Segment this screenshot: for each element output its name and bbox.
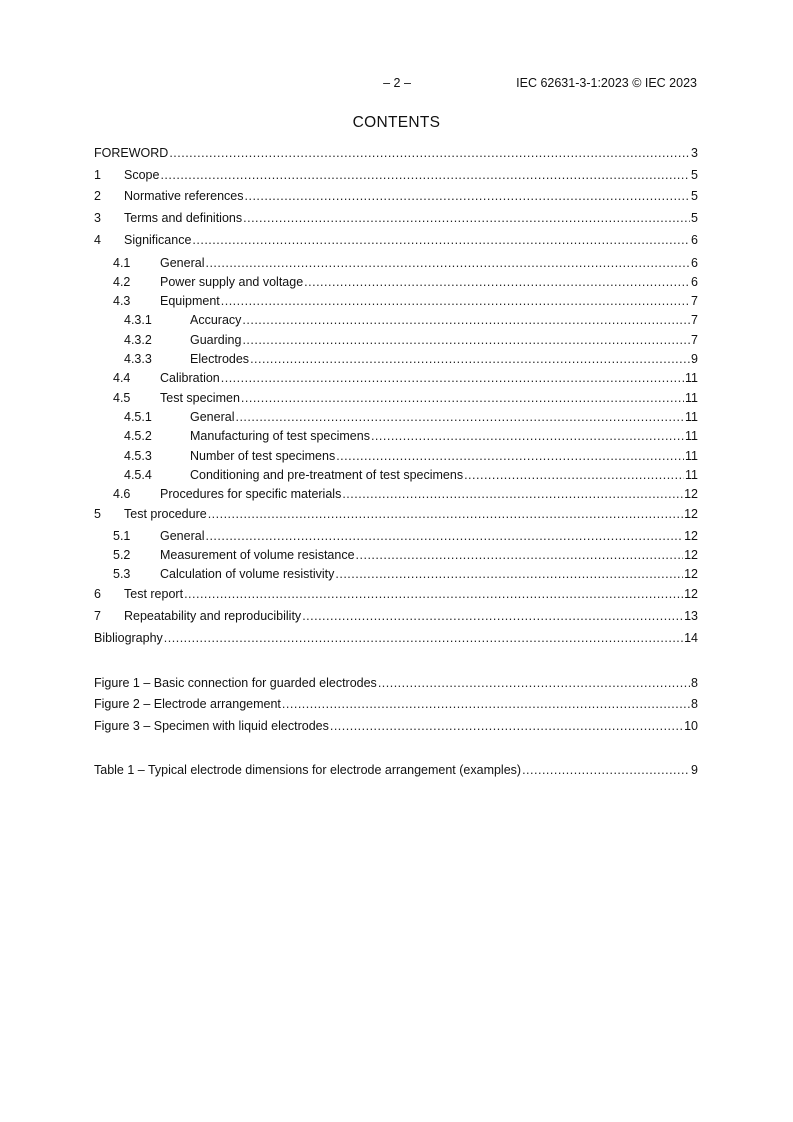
- toc-number: 6: [94, 587, 101, 601]
- toc-label: Power supply and voltage: [160, 275, 304, 289]
- toc-entry[interactable]: [94, 548, 698, 564]
- toc-entry[interactable]: [94, 449, 698, 465]
- leader-dots: [205, 256, 690, 270]
- toc-label: Significance: [124, 233, 192, 247]
- leader-dots: [302, 609, 683, 623]
- toc-number: 1: [94, 168, 101, 182]
- toc-label: Test report: [124, 587, 184, 601]
- toc-page: 14: [684, 631, 698, 645]
- toc-label: Calculation of volume resistivity: [160, 567, 335, 581]
- toc-page: 12: [684, 567, 698, 581]
- leader-dots: [250, 352, 690, 366]
- leader-dots: [330, 719, 683, 733]
- leader-dots: [184, 587, 683, 601]
- toc-entry-foreword[interactable]: [94, 146, 698, 162]
- toc-entry[interactable]: [94, 529, 698, 545]
- toc-label: General: [190, 410, 235, 424]
- toc-page: 12: [684, 529, 698, 543]
- toc-number: 4.3: [113, 294, 131, 308]
- toc-label: Measurement of volume resistance: [160, 548, 355, 562]
- figure-entry[interactable]: [94, 676, 698, 692]
- leader-dots: [160, 168, 690, 182]
- leader-dots: [356, 548, 684, 562]
- leader-dots: [243, 211, 690, 225]
- leader-dots: [464, 468, 684, 482]
- toc-label: Bibliography: [94, 631, 163, 645]
- toc-entry[interactable]: [94, 410, 698, 426]
- toc-page: 11: [685, 410, 698, 424]
- toc-label: Accuracy: [190, 313, 242, 327]
- leader-dots: [371, 429, 684, 443]
- toc-entry[interactable]: [94, 429, 698, 445]
- leader-dots: [192, 233, 690, 247]
- figure-label: Figure 1 – Basic connection for guarded electrodes: [94, 676, 377, 690]
- toc-label: Calibration: [160, 371, 220, 385]
- toc-page: 11: [685, 449, 698, 463]
- toc-number: 4.4: [113, 371, 131, 385]
- toc-number: 5.3: [113, 567, 131, 581]
- toc-label: Electrodes: [190, 352, 250, 366]
- toc-page: 12: [684, 548, 698, 562]
- toc-number: 5.2: [113, 548, 131, 562]
- toc-page: 3: [691, 146, 698, 160]
- toc-number: 4.5.2: [124, 429, 152, 443]
- leader-dots: [221, 371, 684, 385]
- table-label: Table 1 – Typical electrode dimensions for electrode arrangement (examples): [94, 763, 522, 777]
- toc-page: 12: [684, 507, 698, 521]
- leader-dots: [522, 763, 690, 777]
- leader-dots: [336, 449, 684, 463]
- figure-page: 10: [684, 719, 698, 733]
- toc-number: 4.1: [113, 256, 131, 270]
- toc-page: 11: [685, 391, 698, 405]
- toc-entry[interactable]: [94, 567, 698, 583]
- toc-number: 7: [94, 609, 101, 623]
- toc-page: 12: [684, 587, 698, 601]
- toc-entry[interactable]: [94, 168, 698, 184]
- toc-label: Scope: [124, 168, 160, 182]
- toc-entry[interactable]: [94, 294, 698, 310]
- toc-label: General: [160, 256, 205, 270]
- figure-entry[interactable]: [94, 697, 698, 713]
- toc-entry[interactable]: [94, 189, 698, 205]
- toc-page: 5: [691, 168, 698, 182]
- toc-page: 13: [684, 609, 698, 623]
- toc-page: 12: [684, 487, 698, 501]
- leader-dots: [378, 676, 690, 690]
- toc-number: 4.5.1: [124, 410, 152, 424]
- toc-entry[interactable]: [94, 487, 698, 503]
- leader-dots: [242, 333, 690, 347]
- toc-label: FOREWORD: [94, 146, 169, 160]
- toc-entry[interactable]: [94, 333, 698, 349]
- toc-entry[interactable]: [94, 507, 698, 523]
- toc-page: 11: [685, 468, 698, 482]
- toc-page: 7: [691, 313, 698, 327]
- toc-page: 11: [685, 371, 698, 385]
- leader-dots: [221, 294, 690, 308]
- toc-entry[interactable]: [94, 391, 698, 407]
- toc-number: 2: [94, 189, 101, 203]
- toc-entry[interactable]: [94, 352, 698, 368]
- table-page: 9: [691, 763, 698, 777]
- figure-label: Figure 3 – Specimen with liquid electrodes: [94, 719, 329, 733]
- toc-page: 5: [691, 189, 698, 203]
- toc-entry[interactable]: [94, 233, 698, 249]
- leader-dots: [169, 146, 690, 160]
- toc-entry[interactable]: [94, 313, 698, 329]
- toc-label: Guarding: [190, 333, 242, 347]
- contents-title: CONTENTS: [352, 114, 441, 131]
- toc-number: 4.5.4: [124, 468, 152, 482]
- leader-dots: [342, 487, 683, 501]
- toc-page: 11: [685, 429, 698, 443]
- toc-entry[interactable]: [94, 468, 698, 484]
- toc-number: 5: [94, 507, 101, 521]
- toc-page: 7: [691, 333, 698, 347]
- standard-reference: IEC 62631-3-1:2023 © IEC 2023: [516, 76, 697, 90]
- toc-number: 4.5.3: [124, 449, 152, 463]
- toc-page: 6: [691, 256, 698, 270]
- toc-number: 4.3.2: [124, 333, 152, 347]
- leader-dots: [241, 391, 684, 405]
- toc-label: Conditioning and pre-treatment of test specimens: [190, 468, 464, 482]
- toc-label: Number of test specimens: [190, 449, 336, 463]
- leader-dots: [335, 567, 683, 581]
- toc-entry[interactable]: [94, 275, 698, 291]
- leader-dots: [242, 313, 690, 327]
- toc-page: 6: [691, 275, 698, 289]
- leader-dots: [235, 410, 684, 424]
- leader-dots: [304, 275, 690, 289]
- toc-entry-bibliography[interactable]: [94, 631, 698, 647]
- figure-label: Figure 2 – Electrode arrangement: [94, 697, 281, 711]
- leader-dots: [164, 631, 683, 645]
- toc-number: 4.5: [113, 391, 131, 405]
- toc-page: 5: [691, 211, 698, 225]
- toc-entry[interactable]: [94, 587, 698, 603]
- figure-page: 8: [691, 676, 698, 690]
- leader-dots: [208, 507, 683, 521]
- table-entry[interactable]: [94, 763, 698, 779]
- toc-label: Terms and definitions: [124, 211, 243, 225]
- toc-number: 4.3.3: [124, 352, 152, 366]
- toc-label: Normative references: [124, 189, 244, 203]
- toc-label: General: [160, 529, 205, 543]
- figure-page: 8: [691, 697, 698, 711]
- toc-number: 4.3.1: [124, 313, 152, 327]
- leader-dots: [282, 697, 690, 711]
- toc-page: 7: [691, 294, 698, 308]
- figure-entry[interactable]: [94, 719, 698, 735]
- toc-label: Procedures for specific materials: [160, 487, 342, 501]
- page-number: – 2 –: [383, 76, 411, 90]
- toc-label: Test specimen: [160, 391, 240, 405]
- toc-entry[interactable]: [94, 211, 698, 227]
- toc-number: 4.6: [113, 487, 131, 501]
- toc-label: Repeatability and reproducibility: [124, 609, 302, 623]
- toc-number: 4.2: [113, 275, 131, 289]
- leader-dots: [205, 529, 683, 543]
- toc-page: 9: [691, 352, 698, 366]
- toc-label: Equipment: [160, 294, 220, 308]
- toc-number: 3: [94, 211, 101, 225]
- toc-label: Test procedure: [124, 507, 207, 521]
- toc-number: 5.1: [113, 529, 131, 543]
- toc-entry[interactable]: [94, 371, 698, 387]
- leader-dots: [245, 189, 691, 203]
- toc-page: 6: [691, 233, 698, 247]
- toc-number: 4: [94, 233, 101, 247]
- toc-entry[interactable]: [94, 256, 698, 272]
- toc-label: Manufacturing of test specimens: [190, 429, 370, 443]
- toc-entry[interactable]: [94, 609, 698, 625]
